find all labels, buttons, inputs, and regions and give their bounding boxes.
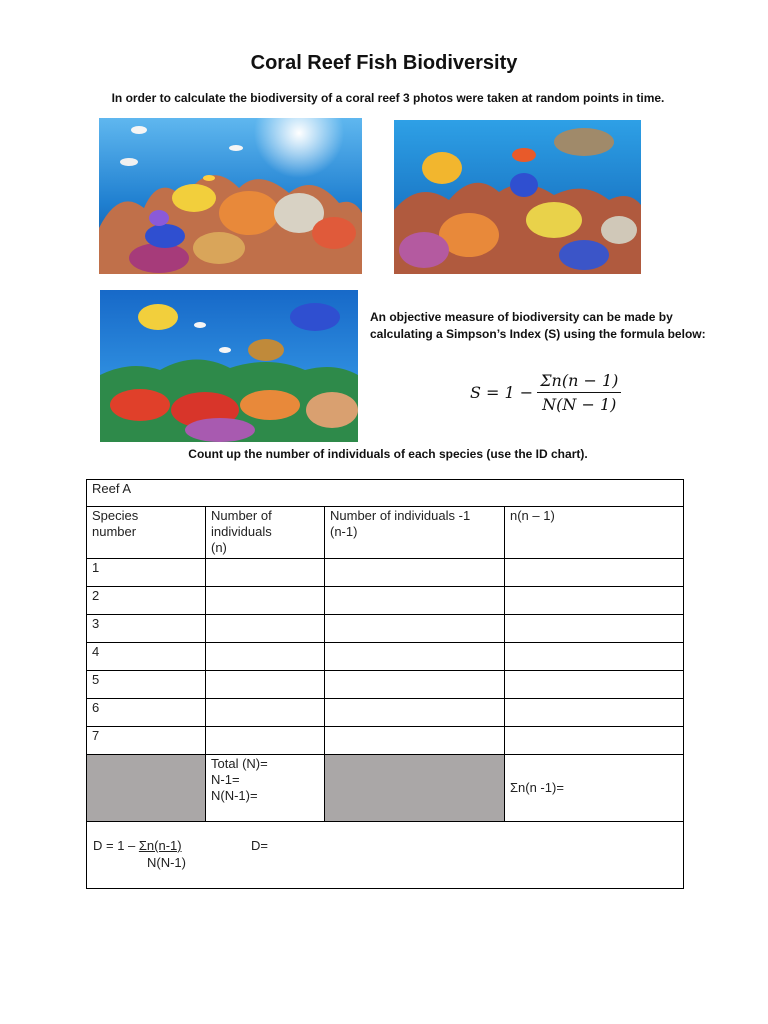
species-number: 3 xyxy=(87,615,206,643)
minus-one-cell[interactable] xyxy=(325,615,505,643)
product-cell[interactable] xyxy=(505,699,684,727)
table-row xyxy=(87,699,684,727)
product-cell[interactable] xyxy=(505,587,684,615)
d-formula xyxy=(93,838,182,854)
header-individuals xyxy=(206,507,325,559)
header-individuals-line-2: individuals xyxy=(211,524,272,539)
product-cell[interactable] xyxy=(505,615,684,643)
totals-cell[interactable] xyxy=(206,755,325,822)
species-number: 4 xyxy=(87,643,206,671)
d-formula-numerator: Σn(n-1) xyxy=(138,838,182,853)
d-calculation-cell[interactable] xyxy=(87,822,684,889)
minus-one-cell[interactable] xyxy=(325,699,505,727)
table-row xyxy=(87,615,684,643)
sum-cell[interactable]: Σn(n -1)= xyxy=(505,755,684,822)
formula-denominator: N(N − 1) xyxy=(542,394,617,414)
header-individuals-minus-one xyxy=(325,507,505,559)
header-individuals-line-3: (n) xyxy=(211,540,227,555)
n-n-minus-one-label: N(N-1)= xyxy=(211,788,258,803)
total-n-label: Total (N)= xyxy=(211,756,268,771)
header-species xyxy=(87,507,206,559)
minus-one-cell[interactable] xyxy=(325,643,505,671)
reef-photo-3 xyxy=(100,290,358,442)
simpson-explanation xyxy=(370,309,730,343)
reef-photo-1 xyxy=(99,118,362,274)
species-number: 7 xyxy=(87,727,206,755)
header-species-line-2: number xyxy=(92,524,137,539)
individuals-cell[interactable] xyxy=(206,559,325,587)
reef-photo-2 xyxy=(394,120,641,274)
formula-lhs: S = 1 − xyxy=(470,382,534,402)
individuals-cell[interactable] xyxy=(206,671,325,699)
simpson-formula xyxy=(470,368,621,416)
d-formula-prefix: D = 1 – xyxy=(93,838,139,853)
individuals-cell[interactable] xyxy=(206,699,325,727)
table-row xyxy=(87,671,684,699)
explanation-line-1: An objective measure of biodiversity can be made by xyxy=(370,310,673,324)
reef-a-table xyxy=(86,479,684,889)
minus-one-cell[interactable] xyxy=(325,671,505,699)
shaded-cell xyxy=(325,755,505,822)
table-row xyxy=(87,559,684,587)
table-row xyxy=(87,587,684,615)
product-cell[interactable] xyxy=(505,727,684,755)
product-cell[interactable] xyxy=(505,559,684,587)
shaded-cell xyxy=(87,755,206,822)
header-species-line-1: Species xyxy=(92,508,139,523)
species-number: 1 xyxy=(87,559,206,587)
d-formula-denominator: N(N-1) xyxy=(147,855,186,870)
header-individuals-line-1: Number of xyxy=(211,508,272,523)
table-row xyxy=(87,643,684,671)
individuals-cell[interactable] xyxy=(206,643,325,671)
d-answer-label: D= xyxy=(251,838,268,853)
n-minus-one-label: N-1= xyxy=(211,772,240,787)
header-minus-line-1: Number of individuals -1 xyxy=(330,508,471,523)
table-title: Reef A xyxy=(87,480,684,507)
header-product: n(n – 1) xyxy=(505,507,684,559)
minus-one-cell[interactable] xyxy=(325,559,505,587)
formula-numerator: Σn(n − 1) xyxy=(537,371,621,393)
minus-one-cell[interactable] xyxy=(325,727,505,755)
individuals-cell[interactable] xyxy=(206,615,325,643)
product-cell[interactable] xyxy=(505,643,684,671)
header-minus-line-2: (n-1) xyxy=(330,524,358,539)
intro-text: In order to calculate the biodiversity of a coral reef 3 photos were taken at random points in time. xyxy=(111,91,665,105)
individuals-cell[interactable] xyxy=(206,587,325,615)
explanation-line-2: calculating a Simpson’s Index (S) using the formula below: xyxy=(370,327,706,341)
species-number: 2 xyxy=(87,587,206,615)
page-title: Coral Reef Fish Biodiversity xyxy=(250,52,518,74)
species-number: 5 xyxy=(87,671,206,699)
table-row xyxy=(87,727,684,755)
product-cell[interactable] xyxy=(505,671,684,699)
species-number: 6 xyxy=(87,699,206,727)
count-instruction: Count up the number of individuals of each species (use the ID chart). xyxy=(188,447,588,461)
formula-fraction xyxy=(537,371,621,414)
individuals-cell[interactable] xyxy=(206,727,325,755)
minus-one-cell[interactable] xyxy=(325,587,505,615)
